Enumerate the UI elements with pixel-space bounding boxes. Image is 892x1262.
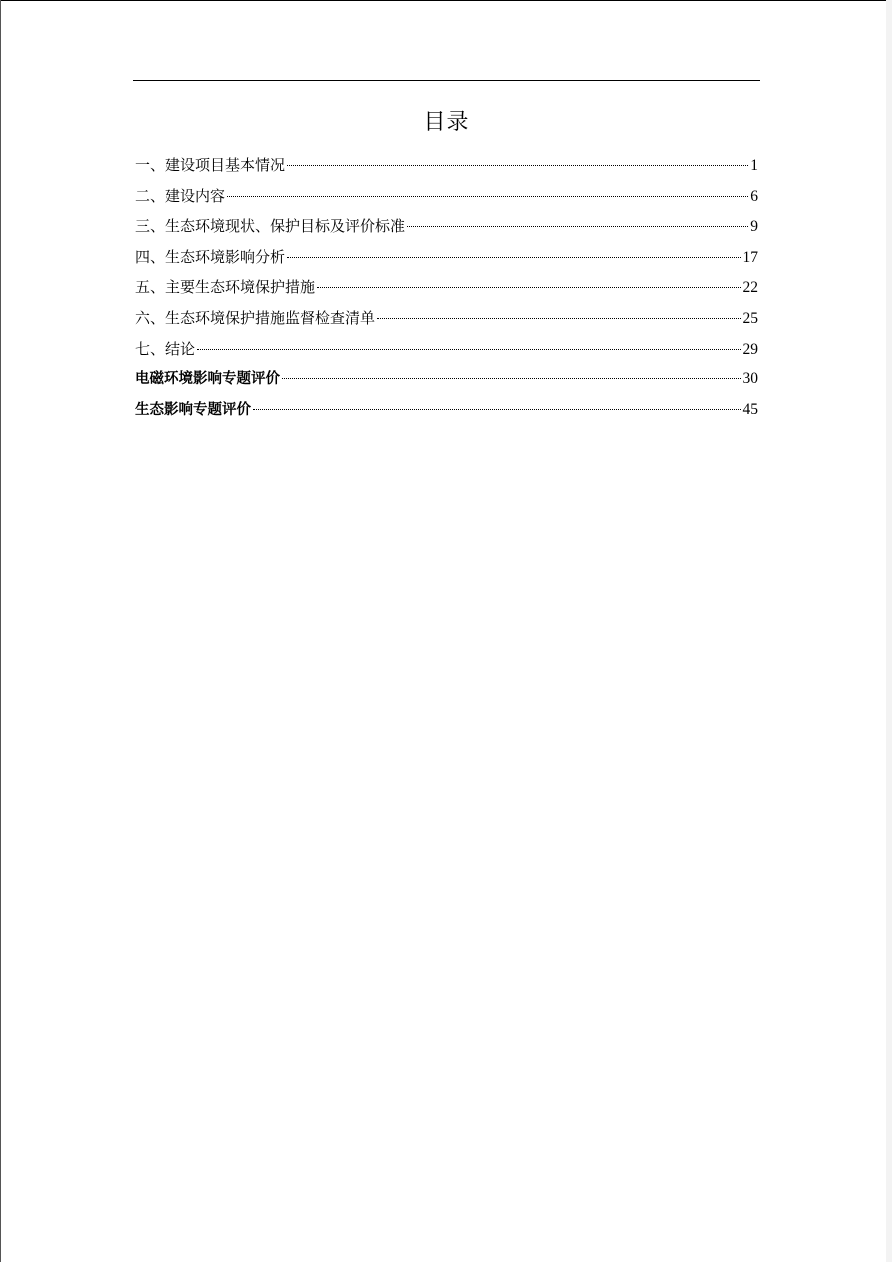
toc-entry-page: 30 [742,370,758,388]
toc-entry-page: 29 [742,340,758,358]
toc-dot-leader [282,378,741,379]
toc-list [135,150,758,425]
toc-entry-7[interactable] [135,334,758,365]
toc-entry-page: 45 [742,400,758,418]
page-right-shadow [886,0,892,1262]
toc-entry-page: 17 [742,248,758,266]
toc-entry-6[interactable] [135,303,758,334]
toc-entry-label: 七、结论 [135,339,196,358]
page-top-border [0,0,892,1]
toc-dot-leader [377,318,740,319]
toc-entry-label: 电磁环境影响专题评价 [135,371,280,388]
toc-entry-label: 三、生态环境现状、保护目标及评价标准 [135,217,406,236]
toc-entry-1[interactable] [135,150,758,181]
toc-dot-leader [227,196,748,197]
toc-dot-leader [253,409,741,410]
toc-dot-leader [287,257,740,258]
toc-entry-label: 生态影响专题评价 [135,401,251,418]
toc-dot-leader [407,226,748,227]
toc-entry-page: 22 [742,279,758,297]
toc-entry-label: 五、主要生态环境保护措施 [135,278,316,297]
toc-entry-label: 四、生态环境影响分析 [135,247,286,266]
toc-entry-3[interactable] [135,211,758,242]
toc-entry-5[interactable] [135,272,758,303]
toc-dot-leader [287,165,748,166]
toc-dot-leader [317,287,740,288]
toc-entry-8[interactable] [135,364,758,395]
toc-entry-2[interactable] [135,181,758,212]
toc-dot-leader [197,349,740,350]
toc-entry-page: 6 [750,187,758,205]
toc-entry-9[interactable] [135,395,758,426]
toc-entry-page: 25 [742,309,758,327]
toc-entry-label: 一、建设项目基本情况 [135,156,286,174]
page-left-border [0,0,1,1262]
toc-title: 目录 [423,110,470,135]
toc-entry-label: 六、生态环境保护措施监督检查清单 [135,308,376,327]
toc-entry-page: 9 [750,218,758,236]
toc-entry-page: 1 [750,157,758,174]
toc-entry-4[interactable] [135,242,758,273]
toc-entry-label: 二、建设内容 [135,186,226,205]
header-rule [133,80,760,81]
